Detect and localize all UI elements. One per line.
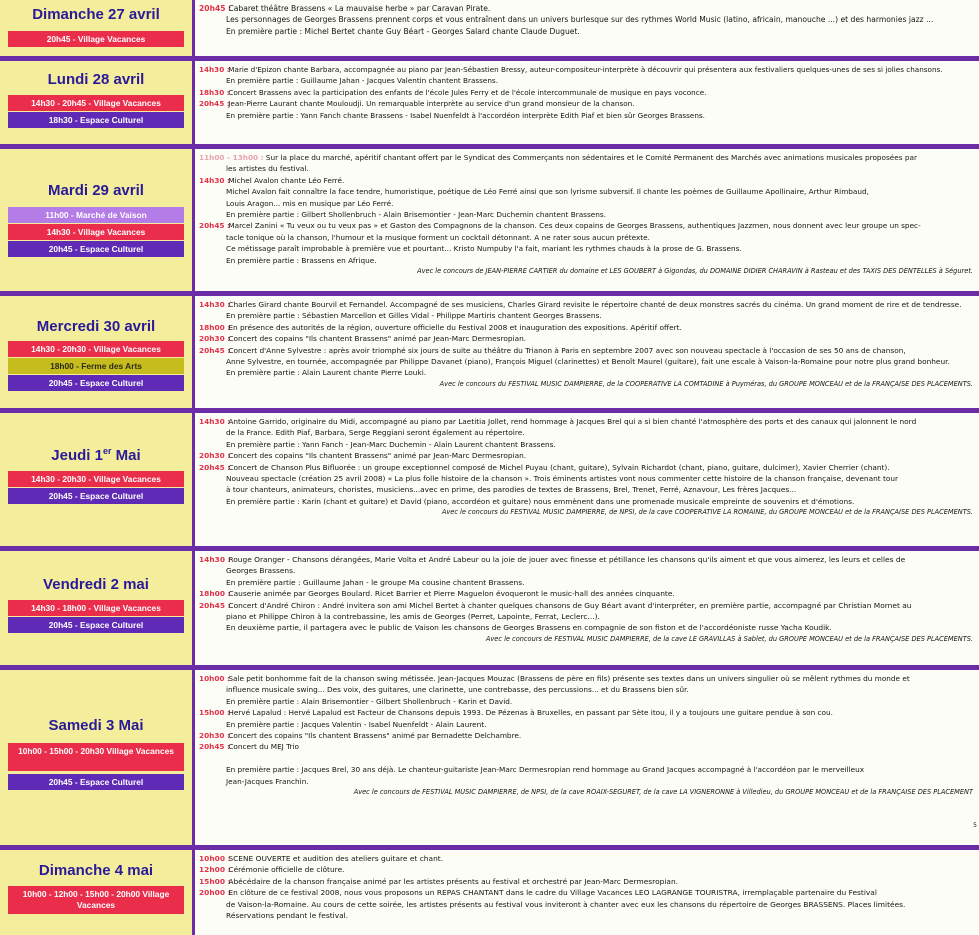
sponsor-credit: Avec le concours de JEAN-PIERRE CARTIER du domaine et LES GOUBERT à Gigondas, du DOMAINE DIDIER CHARAVIN à Rasteau et des TAXIS DES DENTELLES à Séguret. xyxy=(417,266,973,275)
event-time: 14h30 : xyxy=(199,555,231,564)
event-text: Réservations pendant le festival. xyxy=(226,910,349,920)
event-text: Antoine Garrido, originaire du Midi, accompagné au piano par Laetitia Jollet, rend hommage à Jacques Brel qui a si bien chanté l'atmosphère des ports et des canaux qui jalonnent le nord xyxy=(228,417,917,426)
programme-line xyxy=(199,209,973,220)
event-text: En première partie : Sébastien Marcellon et Gilles Vidal - Philippe Martiris chantent Georges Brassens. xyxy=(226,311,602,321)
event-time: 15h00 : xyxy=(199,708,230,718)
day-programme xyxy=(195,551,979,665)
event-text: Hervé Lapalud : Hervé Lapalud est Facteur de Chansons depuis 1993. De Pézenas à Bruxelles, en passant par Sète itou, il y a toujours une guitare pendue à son cou. xyxy=(228,708,833,718)
programme-line xyxy=(199,367,973,378)
event-text: En première partie : Yann Fanch - Jean-Marc Duchemin - Alain Laurent chantent Brassens. xyxy=(226,439,556,449)
day-sidebar xyxy=(0,0,192,56)
day-title-text: Dimanche 4 mai xyxy=(38,862,154,879)
programme-line xyxy=(199,220,973,231)
day-title xyxy=(4,182,188,199)
venue-time-badge: 20h45 - Espace Culturel xyxy=(8,488,184,504)
event-text: Concert d'André Chiron : André invitera son ami Michel Bertet à chanter quelques chansons de Guy Béart avant d'interpréter, en première partie, accompagné par Christian Mornet au xyxy=(228,600,912,610)
day-sidebar xyxy=(0,413,192,546)
programme-line xyxy=(199,864,973,875)
programme-line xyxy=(199,439,973,450)
event-text: Charles Girard chante Bourvil et Fernandel. Accompagné de ses musiciens, Charles Girard revisite le répertoire chanté de deux monstres sacrés du cinéma. Un grand moment de rire et de tendresse. xyxy=(228,300,962,309)
programme-line xyxy=(199,887,973,898)
programme-line xyxy=(199,496,973,507)
programme-line xyxy=(199,175,973,186)
event-text: En première partie : Jacques Valentin - Isabel Nuenfeldt - Alain Laurent. xyxy=(226,719,487,729)
event-text: En première partie : Jacques Brel, 30 ans déjà. Le chanteur-guitariste Jean-Marc Dermesropian rend hommage au Grand Jacques accompagné à l'accordéon par le merveilleux xyxy=(226,765,865,775)
event-text: Les personnages de Georges Brassens prennent corps et vous entraînent dans un univers burlesque sur des rythmes World Music (latino, africain, manouche ...) et des harmonies jazz ... xyxy=(226,15,934,25)
day-title xyxy=(4,71,188,88)
programme-line xyxy=(199,3,973,14)
event-text: tacle tonique où la chanson, l'humour et la musique forment un cocktail détonnant. A ne rater sous aucun prétexte. xyxy=(226,232,650,242)
event-text: Abécédaire de la chanson française animé par les artistes présents au festival et orchestré par Jean-Marc Dermesropian. xyxy=(228,876,679,886)
event-text: Michel Avalon chante Léo Ferré. xyxy=(228,175,345,185)
venue-time-badge: 20h45 - Espace Culturel xyxy=(8,617,184,633)
page-number: 5 xyxy=(973,822,977,829)
day-title-text: Vendredi 2 mai xyxy=(43,576,149,593)
programme-line xyxy=(199,356,973,367)
day-title-text: Jeudi 1 xyxy=(51,447,103,464)
day-sidebar xyxy=(0,296,192,408)
event-text: En première partie : Guillaume Jahan - Jacques Valentin chantent Brassens. xyxy=(226,76,498,86)
event-text: En deuxième partie, il partagera avec le public de Vaison les chansons de Georges Brassens en compagnie de son fiston et de l'accordéoniste russe Yacha Koudik. xyxy=(226,623,832,633)
event-time: 20h45 : xyxy=(199,600,231,610)
programme-line xyxy=(199,776,973,787)
event-time: 18h00 : xyxy=(199,322,231,332)
event-text: Sale petit bonhomme fait de la chanson swing métissée. Jean-Jacques Mouzac (Brassens de père en fils) présente ses textes dans un univers singulier où se mêlent rythmes du monde et xyxy=(228,674,910,683)
venue-time-badge: 18h30 - Espace Culturel xyxy=(8,112,184,128)
programme-line xyxy=(199,322,973,333)
event-time: 15h00 : xyxy=(199,876,231,886)
programme-line xyxy=(199,64,973,75)
event-time: 14h30 : xyxy=(199,175,230,185)
event-text: Louis Aragon... mis en musique par Léo Ferré. xyxy=(226,198,394,208)
event-text: Michel Avalon fait connaître la face tendre, humoristique, poétique de Léo Ferré ainsi que son lyrisme subversif. Il chante les poèmes de Guillaume Apollinaire, Arthur Rimbaud, xyxy=(226,187,869,197)
programme-line xyxy=(199,186,973,197)
programme-line xyxy=(199,484,973,495)
event-time: 20h45 : xyxy=(199,4,232,13)
venue-time-badge: 14h30 - 18h00 - Village Vacances xyxy=(8,600,184,616)
event-text: Concert d'Anne Sylvestre : après avoir triomphé six jours de suite au théâtre du Trianon à Paris en septembre 2007 avec son nouveau spectacle à l'occasion de ses 50 ans de chanson, xyxy=(228,345,906,355)
programme-line xyxy=(199,416,973,427)
event-text: En présence des autorités de la région, ouverture officielle du Festival 2008 et inauguration des expositions. Apéritif offert. xyxy=(228,322,682,332)
event-time: 11h00 - 13h00 : xyxy=(199,153,264,162)
event-text: En première partie : Alain Brisemontier - Gilbert Shollenbruch - Karin et David. xyxy=(226,696,513,706)
event-text: En première partie : Michel Bertet chante Guy Béart - Georges Salard chante Claude Duguet. xyxy=(226,26,580,36)
event-time: 14h30 : xyxy=(199,417,231,426)
day-section xyxy=(0,56,979,144)
event-text: Georges Brassens. xyxy=(226,566,296,576)
day-sidebar xyxy=(0,149,192,291)
venue-time-badge: 20h45 - Espace Culturel xyxy=(8,241,184,257)
event-text: En clôture de ce festival 2008, nous vous proposons un REPAS CHANTANT dans le cadre du Village Vacances LEO LAGRANGE TOURISTRA, irremplaçable partenaire du Festival xyxy=(228,888,877,898)
day-title xyxy=(4,576,188,593)
event-text: de Vaison-la-Romaine. Au cours de cette soirée, les artistes présents au festival vous inviteront à chanter avec eux les chansons du répertoire de Georges BRASSENS. Places limitées. xyxy=(226,899,906,909)
event-text: Sur la place du marché, apéritif chantant offert par le Syndicat des Commerçants non sédentaires et le Comité Permanent des Marchés avec animations musicales proposées par xyxy=(265,153,918,162)
event-text: Concert de Chanson Plus Bifluorée : un groupe exceptionnel composé de Michel Puyau (chant, guitare), Sylvain Richardot (chant, piano, guitare, dulcimer), Xavier Cherrier (chant). xyxy=(228,462,890,472)
day-section xyxy=(0,144,979,291)
event-text: Marcel Zanini « Tu veux ou tu veux pas » et Gaston des Compagnons de la chanson. Ces deux copains de Georges Brassens, authentiques Jazzmen, nous donnent avec leur groupe un spec- xyxy=(228,221,921,231)
day-title xyxy=(4,862,188,879)
event-time: 12h00 : xyxy=(199,865,231,875)
programme-line xyxy=(199,98,973,109)
day-sidebar xyxy=(0,551,192,665)
programme-line xyxy=(199,14,973,25)
event-text: Concert des copains "Ils chantent Brassens" animé par Jean-Marc Dermesropian. xyxy=(228,451,527,461)
event-text: Concert du MEJ Trio xyxy=(228,742,300,752)
event-text: Rouge Oranger - Chansons dérangées, Marie Volta et André Labeur ou la joie de jouer avec finesse et pétillance les chansons qu'ils aiment et que vous aimerez, les leurs et celles de xyxy=(228,555,906,564)
event-text: En première partie : Gilbert Shollenbruch - Alain Brisemontier - Jean-Marc Duchemin chantent Brassens. xyxy=(226,209,607,219)
event-text: Causerie animée par Georges Boulard. Ricet Barrier et Pierre Maguelon évoqueront le music-hall des années cinquante. xyxy=(228,589,675,599)
programme-line xyxy=(199,75,973,86)
programme-line xyxy=(199,899,973,910)
venue-time-badge: 14h30 - 20h30 - Village Vacances xyxy=(8,341,184,357)
event-text: Nouveau spectacle (création 25 avril 2008) « La plus folle histoire de la chanson ». Trois éminents artistes vont nous commenter cette histoire de la chanson française, devenant tour xyxy=(226,473,899,483)
programme-line xyxy=(199,696,973,707)
venue-time-badge: 14h30 - Village Vacances xyxy=(8,224,184,240)
day-section xyxy=(0,0,979,56)
day-sidebar xyxy=(0,670,192,845)
day-title-text: Samedi 3 Mai xyxy=(48,717,144,734)
event-text: influence musicale swing... Des voix, des guitares, une clarinette, une contrebasse, des percussions... et du Brassens bien sûr. xyxy=(226,685,689,695)
day-title xyxy=(4,717,188,734)
programme-line xyxy=(199,255,973,266)
day-section xyxy=(0,408,979,546)
day-title xyxy=(4,446,188,464)
programme-line xyxy=(199,163,973,174)
venue-time-badge: 18h00 - Ferme des Arts xyxy=(8,358,184,374)
programme-line xyxy=(199,719,973,730)
event-time: 20h30 : xyxy=(199,730,230,740)
programme-line xyxy=(199,26,973,37)
programme-line xyxy=(199,622,973,633)
event-text: En première partie : Guillaume Jahan - le groupe Ma cousine chantent Brassens. xyxy=(226,577,525,587)
venue-time-badge: 10h00 - 15h00 - 20h30 Village Vacances xyxy=(8,743,184,771)
programme-line xyxy=(199,730,973,741)
programme-line xyxy=(199,152,973,163)
event-time: 20h30 : xyxy=(199,334,231,344)
day-programme xyxy=(195,413,979,546)
day-title-superscript: er xyxy=(102,446,112,456)
programme-line xyxy=(199,299,973,310)
programme-line xyxy=(199,198,973,209)
day-title xyxy=(4,318,188,335)
event-time: 14h30 : xyxy=(199,300,231,309)
day-programme xyxy=(195,149,979,291)
programme-line xyxy=(199,565,973,576)
event-time: 18h00 : xyxy=(199,589,231,599)
event-time: 20h45 : xyxy=(199,462,231,472)
day-section xyxy=(0,291,979,408)
event-text: Concert Brassens avec la participation des enfants de l'école Jules Ferry et de l'école intercommunale de musique en pays voconce. xyxy=(228,87,707,97)
sponsor-credit: Avec le concours de FESTIVAL MUSIC DAMPIERRE, de la cave LE GRAVILLAS à Sablet, du GROUPE MONCEAU et de la FRANÇAISE DES PLACEMENTS. xyxy=(485,634,973,643)
day-programme xyxy=(195,296,979,408)
programme-line xyxy=(199,684,973,695)
event-text: à tour chanteurs, animateurs, choristes, musiciens...avec en prime, des parodies de textes de Brassens, Brel, Trenet, Ferré, Aznavour, Les frères Jacques... xyxy=(226,485,797,495)
day-programme xyxy=(195,61,979,144)
event-text: Jean-Pierre Laurant chante Mouloudji. Un remarquable interprète au service d'un grand monsieur de la chanson. xyxy=(228,99,635,109)
event-text: Jean-Jacques Franchin. xyxy=(226,776,309,786)
event-time: 20h45 : xyxy=(199,742,230,752)
programme-line xyxy=(199,333,973,344)
day-section xyxy=(0,665,979,845)
event-text: de la France. Edith Piaf, Barbara, Serge Reggiani seront également au répertoire. xyxy=(226,428,525,438)
event-text: SCENE OUVERTE et audition des ateliers guitare et chant. xyxy=(228,854,444,863)
day-title-end: Mai xyxy=(111,447,141,464)
programme-line xyxy=(199,753,973,764)
event-text: piano et Philippe Chiron à la contrebassine, les amis de Georges (Perret, Lapointe, Ferrat, Leclerc...). xyxy=(226,611,600,621)
venue-time-badge: 20h45 - Espace Culturel xyxy=(8,375,184,391)
event-text: Marie d'Epizon chante Barbara, accompagnée au piano par Jean-Sébastien Bressy, auteur-compositeur-interprète à découvrir qui présentera aux festivaliers quelques-unes de ses si jolies chansons. xyxy=(228,65,943,74)
programme-line xyxy=(199,554,973,565)
event-time: 14h30 : xyxy=(199,65,230,74)
day-programme xyxy=(195,0,979,56)
event-text: En première partie : Brassens en Afrique. xyxy=(226,255,377,265)
day-programme xyxy=(195,670,979,845)
venue-time-badge: 10h00 - 12h00 - 15h00 - 20h00 Village Vacances xyxy=(8,886,184,914)
event-text: Cabaret théâtre Brassens « La mauvaise herbe » par Caravan Pirate. xyxy=(228,4,491,13)
day-sidebar xyxy=(0,850,192,935)
event-text: En première partie : Yann Fanch chante Brassens - Isabel Nuenfeldt à l'accordéon interprète Edith Piaf et bien sûr Georges Brassens. xyxy=(226,110,705,120)
event-text: Concert des copains "Ils chantent Brassens" animé par Jean-Marc Dermesropian. xyxy=(228,334,527,344)
sponsor-credit: Avec le concours de FESTIVAL MUSIC DAMPIERRE, de NPSI, de la cave ROAIX-SEGURET, de la cave LA VIGNERONNE à Villedieu, du GROUPE MONCEAU et de la FRANÇAISE DES PLACEMENT xyxy=(353,787,973,796)
day-title-text: Lundi 28 avril xyxy=(47,71,145,88)
event-text: Anne Sylvestre, en tournée, accompagnée par Philippe Davanet (piano), François Miguel (clarinettes) et Benoît Maurel (guitare), fait une escale à Vaison-la-Romaine pour notre plus grand bonheur. xyxy=(226,356,950,366)
venue-time-badge: 20h45 - Espace Culturel xyxy=(8,774,184,790)
venue-time-badge: 14h30 - 20h45 - Village Vacances xyxy=(8,95,184,111)
sponsor-credit: Avec le concours du FESTIVAL MUSIC DAMPIERRE, de la COOPERATIVE LA COMTADINE à Puyméras, du GROUPE MONCEAU et de la FRANÇAISE DES PLACEMENTS. xyxy=(439,379,973,388)
programme-line xyxy=(199,876,973,887)
programme-line xyxy=(199,427,973,438)
event-time: 20h45 : xyxy=(199,345,231,355)
programme-line xyxy=(199,741,973,752)
programme-line xyxy=(199,611,973,622)
programme-line xyxy=(199,577,973,588)
day-title-text: Dimanche 27 avril xyxy=(32,6,160,23)
event-text: En première partie : Alain Laurent chante Pierre Louki. xyxy=(226,368,427,378)
day-programme xyxy=(195,850,979,935)
sponsor-credit: Avec le concours du FESTIVAL MUSIC DAMPIERRE, de NPSI, de la cave COOPERATIVE LA ROMAINE, du GROUPE MONCEAU et de la FRANÇAISE DES PLACEMENTS. xyxy=(441,508,973,517)
programme-line xyxy=(199,450,973,461)
venue-time-badge: 14h30 - 20h30 - Village Vacances xyxy=(8,471,184,487)
programme-line xyxy=(199,232,973,243)
venue-time-badge: 11h00 - Marché de Vaison xyxy=(8,207,184,223)
programme-line xyxy=(199,600,973,611)
programme-line xyxy=(199,853,973,864)
programme-line xyxy=(199,588,973,599)
event-time: 10h00 : xyxy=(199,854,231,863)
programme-line xyxy=(199,462,973,473)
programme-line xyxy=(199,473,973,484)
day-title-text: Mardi 29 avril xyxy=(48,182,144,199)
event-time: 20h45 : xyxy=(199,221,230,231)
event-text: En première partie : Karin (chant et guitare) et David (piano, accordéon et guitare) nous emmènent dans une promenade musicale empreinte de souvenirs et d'émotions. xyxy=(226,496,855,506)
programme-line xyxy=(199,243,973,254)
event-time: 20h30 : xyxy=(199,451,231,461)
programme-line xyxy=(199,87,973,98)
programme-line xyxy=(199,707,973,718)
programme-line xyxy=(199,673,973,684)
day-section xyxy=(0,845,979,935)
event-time: 18h30 : xyxy=(199,87,230,97)
event-time: 20h00 : xyxy=(199,888,231,898)
day-title xyxy=(4,6,188,23)
event-text: Cérémonie officielle de clôture. xyxy=(228,865,345,875)
event-text: Ce métissage paraît improbable à première vue et pourtant... Kristo Numpuby l'a fait, mariant les rythmes chauds à la prose de G. Brassens. xyxy=(226,244,742,254)
day-title-text: Mercredi 30 avril xyxy=(36,318,156,335)
event-text: Concert des copains "Ils chantent Brassens" animé par Bernadette Delchambre. xyxy=(228,730,522,740)
programme-line xyxy=(199,110,973,121)
event-text: les artistes du festival. xyxy=(226,164,309,174)
event-time: 10h00 : xyxy=(199,674,230,683)
event-time: 20h45 : xyxy=(199,99,230,109)
programme-line xyxy=(199,345,973,356)
programme-line xyxy=(199,764,973,775)
programme-line xyxy=(199,910,973,921)
day-sidebar xyxy=(0,61,192,144)
programme-line xyxy=(199,310,973,321)
venue-time-badge: 20h45 - Village Vacances xyxy=(8,31,184,47)
day-section xyxy=(0,546,979,665)
